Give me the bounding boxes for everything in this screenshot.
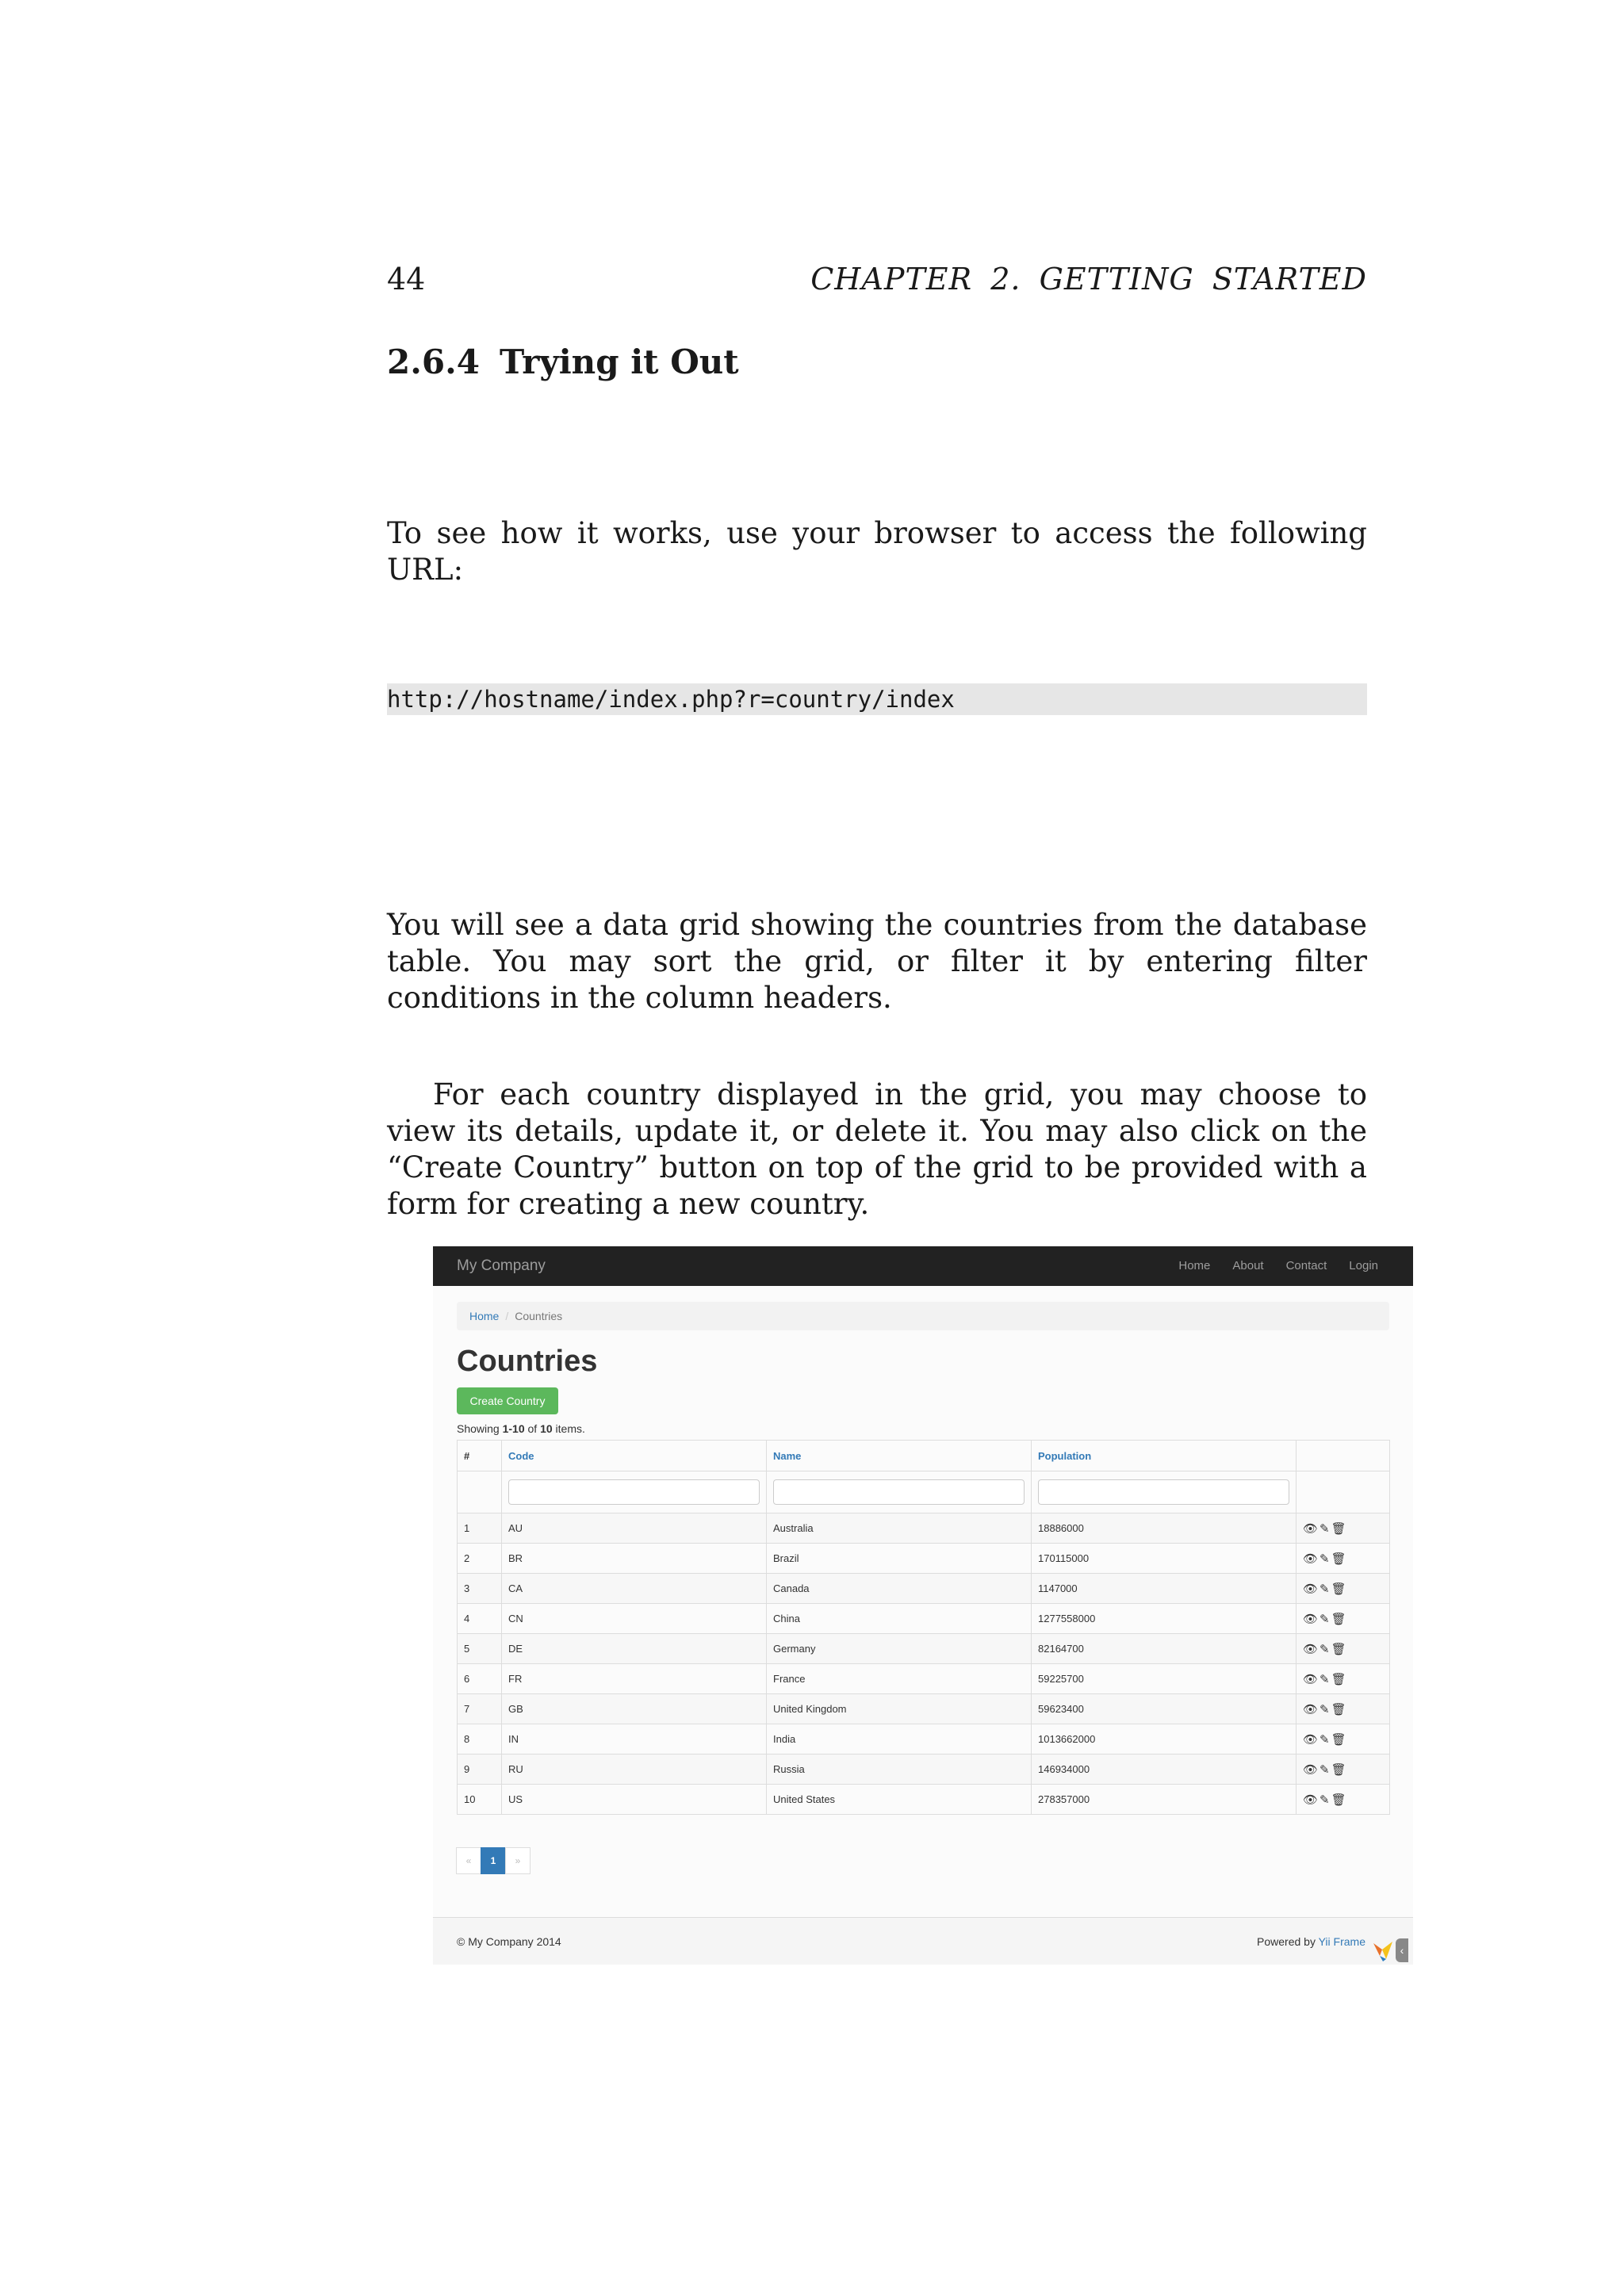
delete-trash-icon[interactable]: 🗑 [1331,1702,1348,1716]
cell-index: 5 [458,1634,502,1664]
cell-population: 18886000 [1032,1513,1297,1544]
grid-body [458,1513,1390,1815]
update-pencil-icon[interactable]: ✎ [1320,1552,1331,1566]
pagination [457,1847,530,1874]
app-screenshot [433,1246,1413,1965]
cell-name: Australia [767,1513,1032,1544]
cell-code: RU [502,1755,767,1785]
page-number: 44 [387,262,426,297]
cell-name: Canada [767,1574,1032,1604]
row-actions [1297,1513,1390,1544]
cell-index: 4 [458,1604,502,1634]
row-actions [1297,1724,1390,1755]
countries-grid [457,1440,1390,1815]
delete-trash-icon[interactable]: 🗑 [1331,1762,1348,1777]
navbar [433,1246,1413,1286]
cell-population: 170115000 [1032,1544,1297,1574]
nav-about[interactable]: About [1232,1259,1264,1272]
update-pencil-icon[interactable]: ✎ [1320,1672,1331,1686]
pager-page-1[interactable]: 1 [481,1847,506,1874]
row-actions [1297,1604,1390,1634]
summary-suffix: items. [552,1422,585,1435]
view-eye-icon[interactable]: 👁 [1303,1582,1320,1596]
section-number: 2.6.4 [387,342,480,381]
row-actions [1297,1785,1390,1815]
cell-code: BR [502,1544,767,1574]
row-actions [1297,1634,1390,1664]
cell-population: 1147000 [1032,1574,1297,1604]
debug-toolbar-toggle-icon[interactable]: ‹ [1396,1938,1408,1962]
breadcrumb-separator: / [505,1310,509,1322]
row-actions [1297,1755,1390,1785]
update-pencil-icon[interactable]: ✎ [1320,1612,1331,1626]
table-row [458,1634,1390,1664]
view-eye-icon[interactable]: 👁 [1303,1702,1320,1716]
table-row [458,1785,1390,1815]
row-actions [1297,1664,1390,1694]
summary-prefix: Showing [457,1422,503,1435]
cell-population: 59225700 [1032,1664,1297,1694]
delete-trash-icon[interactable]: 🗑 [1331,1732,1348,1747]
update-pencil-icon[interactable]: ✎ [1320,1793,1331,1807]
view-eye-icon[interactable]: 👁 [1303,1793,1320,1807]
grid-summary [457,1422,585,1435]
filter-cell-actions [1297,1471,1390,1513]
column-header-actions [1297,1441,1390,1471]
nav-contact[interactable]: Contact [1285,1259,1327,1272]
filter-cell-code [502,1471,767,1513]
filter-cell-name [767,1471,1032,1513]
cell-code: CA [502,1574,767,1604]
section-heading [387,342,739,381]
cell-population: 59623400 [1032,1694,1297,1724]
view-eye-icon[interactable]: 👁 [1303,1521,1320,1536]
summary-of: of [524,1422,541,1435]
column-header-index: # [458,1441,502,1471]
table-row [458,1755,1390,1785]
yii-logo-icon[interactable] [1372,1938,1396,1962]
delete-trash-icon[interactable]: 🗑 [1331,1793,1348,1807]
cell-code: CN [502,1604,767,1634]
create-country-button[interactable]: Create Country [457,1387,558,1414]
cell-code: IN [502,1724,767,1755]
cell-code: US [502,1785,767,1815]
delete-trash-icon[interactable]: 🗑 [1331,1552,1348,1566]
update-pencil-icon[interactable]: ✎ [1320,1642,1331,1656]
powered-prefix: Powered by [1257,1935,1319,1948]
cell-name: India [767,1724,1032,1755]
delete-trash-icon[interactable]: 🗑 [1331,1612,1348,1626]
cell-code: AU [502,1513,767,1544]
cell-index: 6 [458,1664,502,1694]
nav-home[interactable]: Home [1178,1259,1211,1272]
table-row [458,1664,1390,1694]
cell-index: 9 [458,1755,502,1785]
footer [433,1917,1413,1965]
running-head: CHAPTER 2. GETTING STARTED [810,262,1367,297]
cell-population: 82164700 [1032,1634,1297,1664]
page-title: Countries [457,1345,598,1378]
table-row [458,1604,1390,1634]
summary-range: 1-10 [502,1422,525,1435]
cell-name: France [767,1664,1032,1694]
view-eye-icon[interactable]: 👁 [1303,1672,1320,1686]
view-eye-icon[interactable]: 👁 [1303,1762,1320,1777]
view-eye-icon[interactable]: 👁 [1303,1642,1320,1656]
filter-cell-population [1032,1471,1297,1513]
section-title: Trying it Out [500,342,739,381]
table-row [458,1694,1390,1724]
table-row [458,1544,1390,1574]
filter-input-population[interactable] [1038,1479,1289,1505]
table-row [458,1724,1390,1755]
pager-next[interactable]: » [505,1847,530,1874]
cell-name: China [767,1604,1032,1634]
footer-powered-by [1257,1918,1365,1965]
nav-login[interactable]: Login [1349,1259,1378,1272]
cell-name: Brazil [767,1544,1032,1574]
cell-index: 8 [458,1724,502,1755]
view-eye-icon[interactable]: 👁 [1303,1612,1320,1626]
update-pencil-icon[interactable]: ✎ [1320,1702,1331,1716]
code-url: http://hostname/index.php?r=country/index [387,683,1367,715]
paragraph-actions: For each country displayed in the grid, you may choose to view its details, update it, or delete it. You may also click on the “Create Country” button on top of the grid to be provided with a form for creating a new country. [387,1077,1367,1221]
column-header-code[interactable]: Code [502,1441,767,1471]
cell-population: 1277558000 [1032,1604,1297,1634]
nav-links [1167,1246,1389,1286]
cell-code: FR [502,1664,767,1694]
column-header-name[interactable]: Name [767,1441,1032,1471]
cell-index: 3 [458,1574,502,1604]
cell-name: United States [767,1785,1032,1815]
table-row [458,1574,1390,1604]
cell-code: GB [502,1694,767,1724]
brand-link[interactable]: My Company [457,1257,546,1274]
cell-index: 2 [458,1544,502,1574]
cell-name: Germany [767,1634,1032,1664]
breadcrumb [457,1302,1389,1330]
footer-copyright: © My Company 2014 [457,1935,561,1948]
update-pencil-icon[interactable]: ✎ [1320,1732,1331,1747]
cell-index: 7 [458,1694,502,1724]
row-actions [1297,1544,1390,1574]
cell-population: 1013662000 [1032,1724,1297,1755]
view-eye-icon[interactable]: 👁 [1303,1552,1320,1566]
update-pencil-icon[interactable]: ✎ [1320,1521,1331,1536]
filter-cell-empty [458,1471,502,1513]
filter-input-name[interactable] [773,1479,1025,1505]
update-pencil-icon[interactable]: ✎ [1320,1762,1331,1777]
filter-input-code[interactable] [508,1479,760,1505]
column-header-population[interactable]: Population [1032,1441,1297,1471]
delete-trash-icon[interactable]: 🗑 [1331,1521,1348,1536]
breadcrumb-home[interactable]: Home [469,1310,500,1322]
breadcrumb-current: Countries [515,1310,563,1322]
delete-trash-icon[interactable]: 🗑 [1331,1642,1348,1656]
pager-prev[interactable]: « [456,1847,481,1874]
cell-code: DE [502,1634,767,1664]
yii-framework-link[interactable]: Yii Frame [1318,1935,1365,1948]
cell-index: 1 [458,1513,502,1544]
paragraph-url-intro: To see how it works, use your browser to access the following URL: [387,516,1367,587]
update-pencil-icon[interactable]: ✎ [1320,1582,1331,1596]
delete-trash-icon[interactable]: 🗑 [1331,1672,1348,1686]
row-actions [1297,1574,1390,1604]
summary-total: 10 [540,1422,553,1435]
cell-population: 146934000 [1032,1755,1297,1785]
delete-trash-icon[interactable]: 🗑 [1331,1582,1348,1596]
paragraph-data-grid: You will see a data grid showing the countries from the database table. You may sort the grid, or filter it by entering filter conditions in the column headers. [387,908,1367,1015]
cell-index: 10 [458,1785,502,1815]
view-eye-icon[interactable]: 👁 [1303,1732,1320,1747]
cell-name: United Kingdom [767,1694,1032,1724]
cell-name: Russia [767,1755,1032,1785]
table-row [458,1513,1390,1544]
row-actions [1297,1694,1390,1724]
cell-population: 278357000 [1032,1785,1297,1815]
